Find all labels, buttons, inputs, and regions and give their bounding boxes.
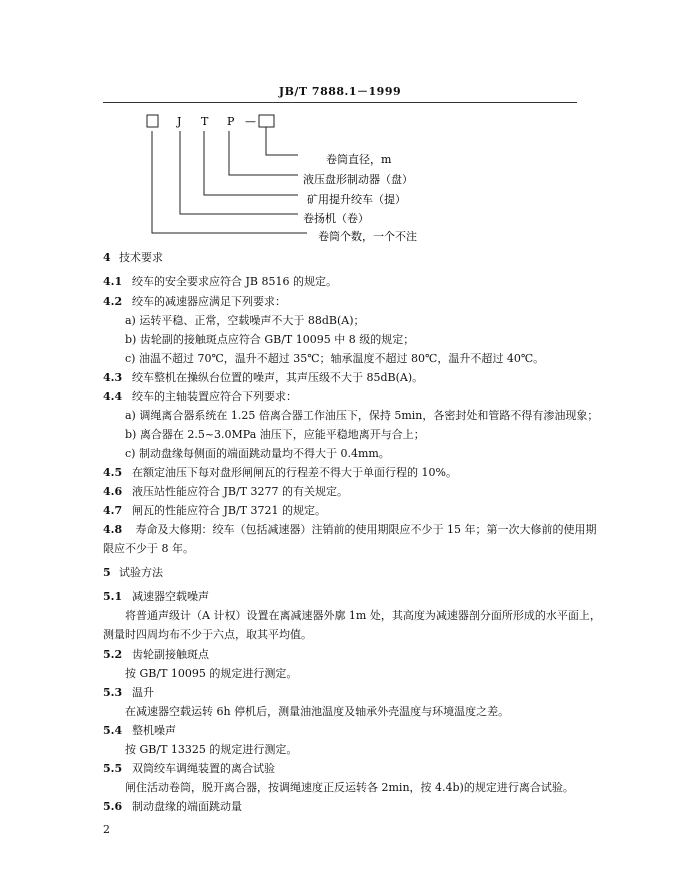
clause-text: 寿命及大修期：绞车（包括减速器）注销前的使用期限应不少于 15 年；第一次大修前的使用期 [132,523,597,536]
leader-diameter [266,127,298,155]
clause-number: 4.4 [103,390,123,403]
code-box-diameter [259,115,274,127]
clause-5-2 [103,648,209,662]
list-item-4-4-b: b) 离合器在 2.5~3.0MPa 油压下，应能平稳地离开与合上； [125,428,425,441]
section-5-heading [103,566,163,580]
clause-5-4 [103,724,176,738]
clause-5-1 [103,590,209,604]
leader-brake [229,131,298,175]
clause-text: 绞车整机在操纵台位置的噪声，其声压级不大于 85dB(A)。 [132,371,424,384]
paragraph-5-1-line-2: 测量时四周均布不少于六点，取其平均值。 [103,628,312,641]
clause-number: 5.6 [103,800,123,813]
clause-text: 整机噪声 [132,724,176,737]
clause-text: 绞车的减速器应满足下列要求： [132,295,286,308]
clause-4-7 [103,504,326,518]
clause-number: 4.7 [103,504,123,517]
clause-text: 减速器空载噪声 [132,590,209,603]
label-drum-diameter: 卷筒直径，m [326,153,392,166]
clause-text: 双筒绞车调绳装置的离合试验 [132,762,275,775]
clause-number: 4.6 [103,485,123,498]
label-drum-count: 卷筒个数，一个不注 [318,230,417,243]
paragraph-5-1-line-1: 将普通声级计（A 计权）设置在离减速器外廓 1m 处，其高度为减速器剖分面所形成的水平面上， [125,609,601,622]
leader-winch [180,131,298,214]
code-letter-t: T [201,115,209,128]
document-header: JB/T 7888.1－1999 [278,85,402,98]
clause-text: 温升 [132,686,154,699]
list-item-4-2-a: a) 运转平稳、正常，空载噪声不大于 88dB(A)； [125,314,365,327]
paragraph-5-4: 按 GB/T 13325 的规定进行测定。 [125,743,298,756]
product-code-diagram [0,0,680,250]
paragraph-5-2: 按 GB/T 10095 的规定进行测定。 [125,667,298,680]
clause-number: 5.3 [103,686,123,699]
paragraph-5-5: 闸住活动卷筒，脱开离合器，按调绳速度正反运转各 2min，按 4.4b)的规定进行离合试验。 [125,781,574,794]
clause-text: 绞车的主轴装置应符合下列要求： [132,390,297,403]
clause-5-3 [103,686,154,700]
section-text: 技术要求 [119,251,163,264]
list-item-4-4-a: a) 调绳离合器系统在 1.25 倍离合器工作油压下，保持 5min，各密封处和管路不得有渗油现象； [125,409,599,422]
section-text: 试验方法 [119,566,163,579]
code-letter-dash: — [245,115,256,128]
clause-4-1 [103,275,337,289]
page-number: 2 [103,823,110,836]
code-letter-p: P [227,115,235,128]
code-box-count [147,115,158,127]
clause-text: 绞车的安全要求应符合 JB 8516 的规定。 [132,275,337,288]
clause-4-4 [103,390,297,404]
clause-text: 在额定油压下每对盘形闸闸瓦的行程差不得大于单面行程的 10%。 [132,466,457,479]
clause-number: 4.2 [103,295,123,308]
section-4-heading [103,251,163,265]
clause-4-5 [103,466,457,480]
clause-text: 闸瓦的性能应符合 JB/T 3721 的规定。 [132,504,327,517]
clause-number: 4.1 [103,275,123,288]
clause-number: 5.1 [103,590,123,603]
clause-number: 5.5 [103,762,123,775]
clause-4-8 [103,523,596,537]
clause-4-8-continued: 限应不少于 8 年。 [103,542,194,555]
code-letter-j: J [177,115,182,128]
clause-4-6 [103,485,348,499]
list-item-4-2-c: c) 油温不超过 70℃，温升不超过 35℃；轴承温度不超过 80℃，温升不超过 40℃。 [125,352,545,365]
paragraph-5-3: 在减速器空载运转 6h 停机后，测量油池温度及轴承外壳温度与环境温度之差。 [125,705,510,718]
leader-mine-hoist [204,131,298,195]
clause-5-5 [103,762,275,776]
label-hydraulic-brake: 液压盘形制动器（盘） [303,173,413,186]
list-item-4-4-c: c) 制动盘缘每侧面的端面跳动量均不得大于 0.4mm。 [125,447,390,460]
clause-number: 5.2 [103,648,123,661]
clause-text: 齿轮副接触斑点 [132,648,209,661]
clause-number: 4.5 [103,466,123,479]
list-item-4-2-b: b) 齿轮副的接触斑点应符合 GB/T 10095 中 8 级的规定； [125,333,415,346]
clause-text: 液压站性能应符合 JB/T 3277 的有关规定。 [132,485,349,498]
clause-number: 4.8 [103,523,123,536]
clause-number: 4.3 [103,371,123,384]
clause-5-6 [103,800,242,814]
clause-number: 5.4 [103,724,123,737]
clause-4-3 [103,371,423,385]
label-mine-hoist: 矿用提升绞车（提） [307,193,406,206]
clause-text: 制动盘缘的端面跳动量 [132,800,242,813]
label-winch: 卷扬机（卷） [303,212,369,225]
clause-4-2 [103,295,286,309]
section-number: 4 [103,251,111,264]
section-number: 5 [103,566,111,579]
